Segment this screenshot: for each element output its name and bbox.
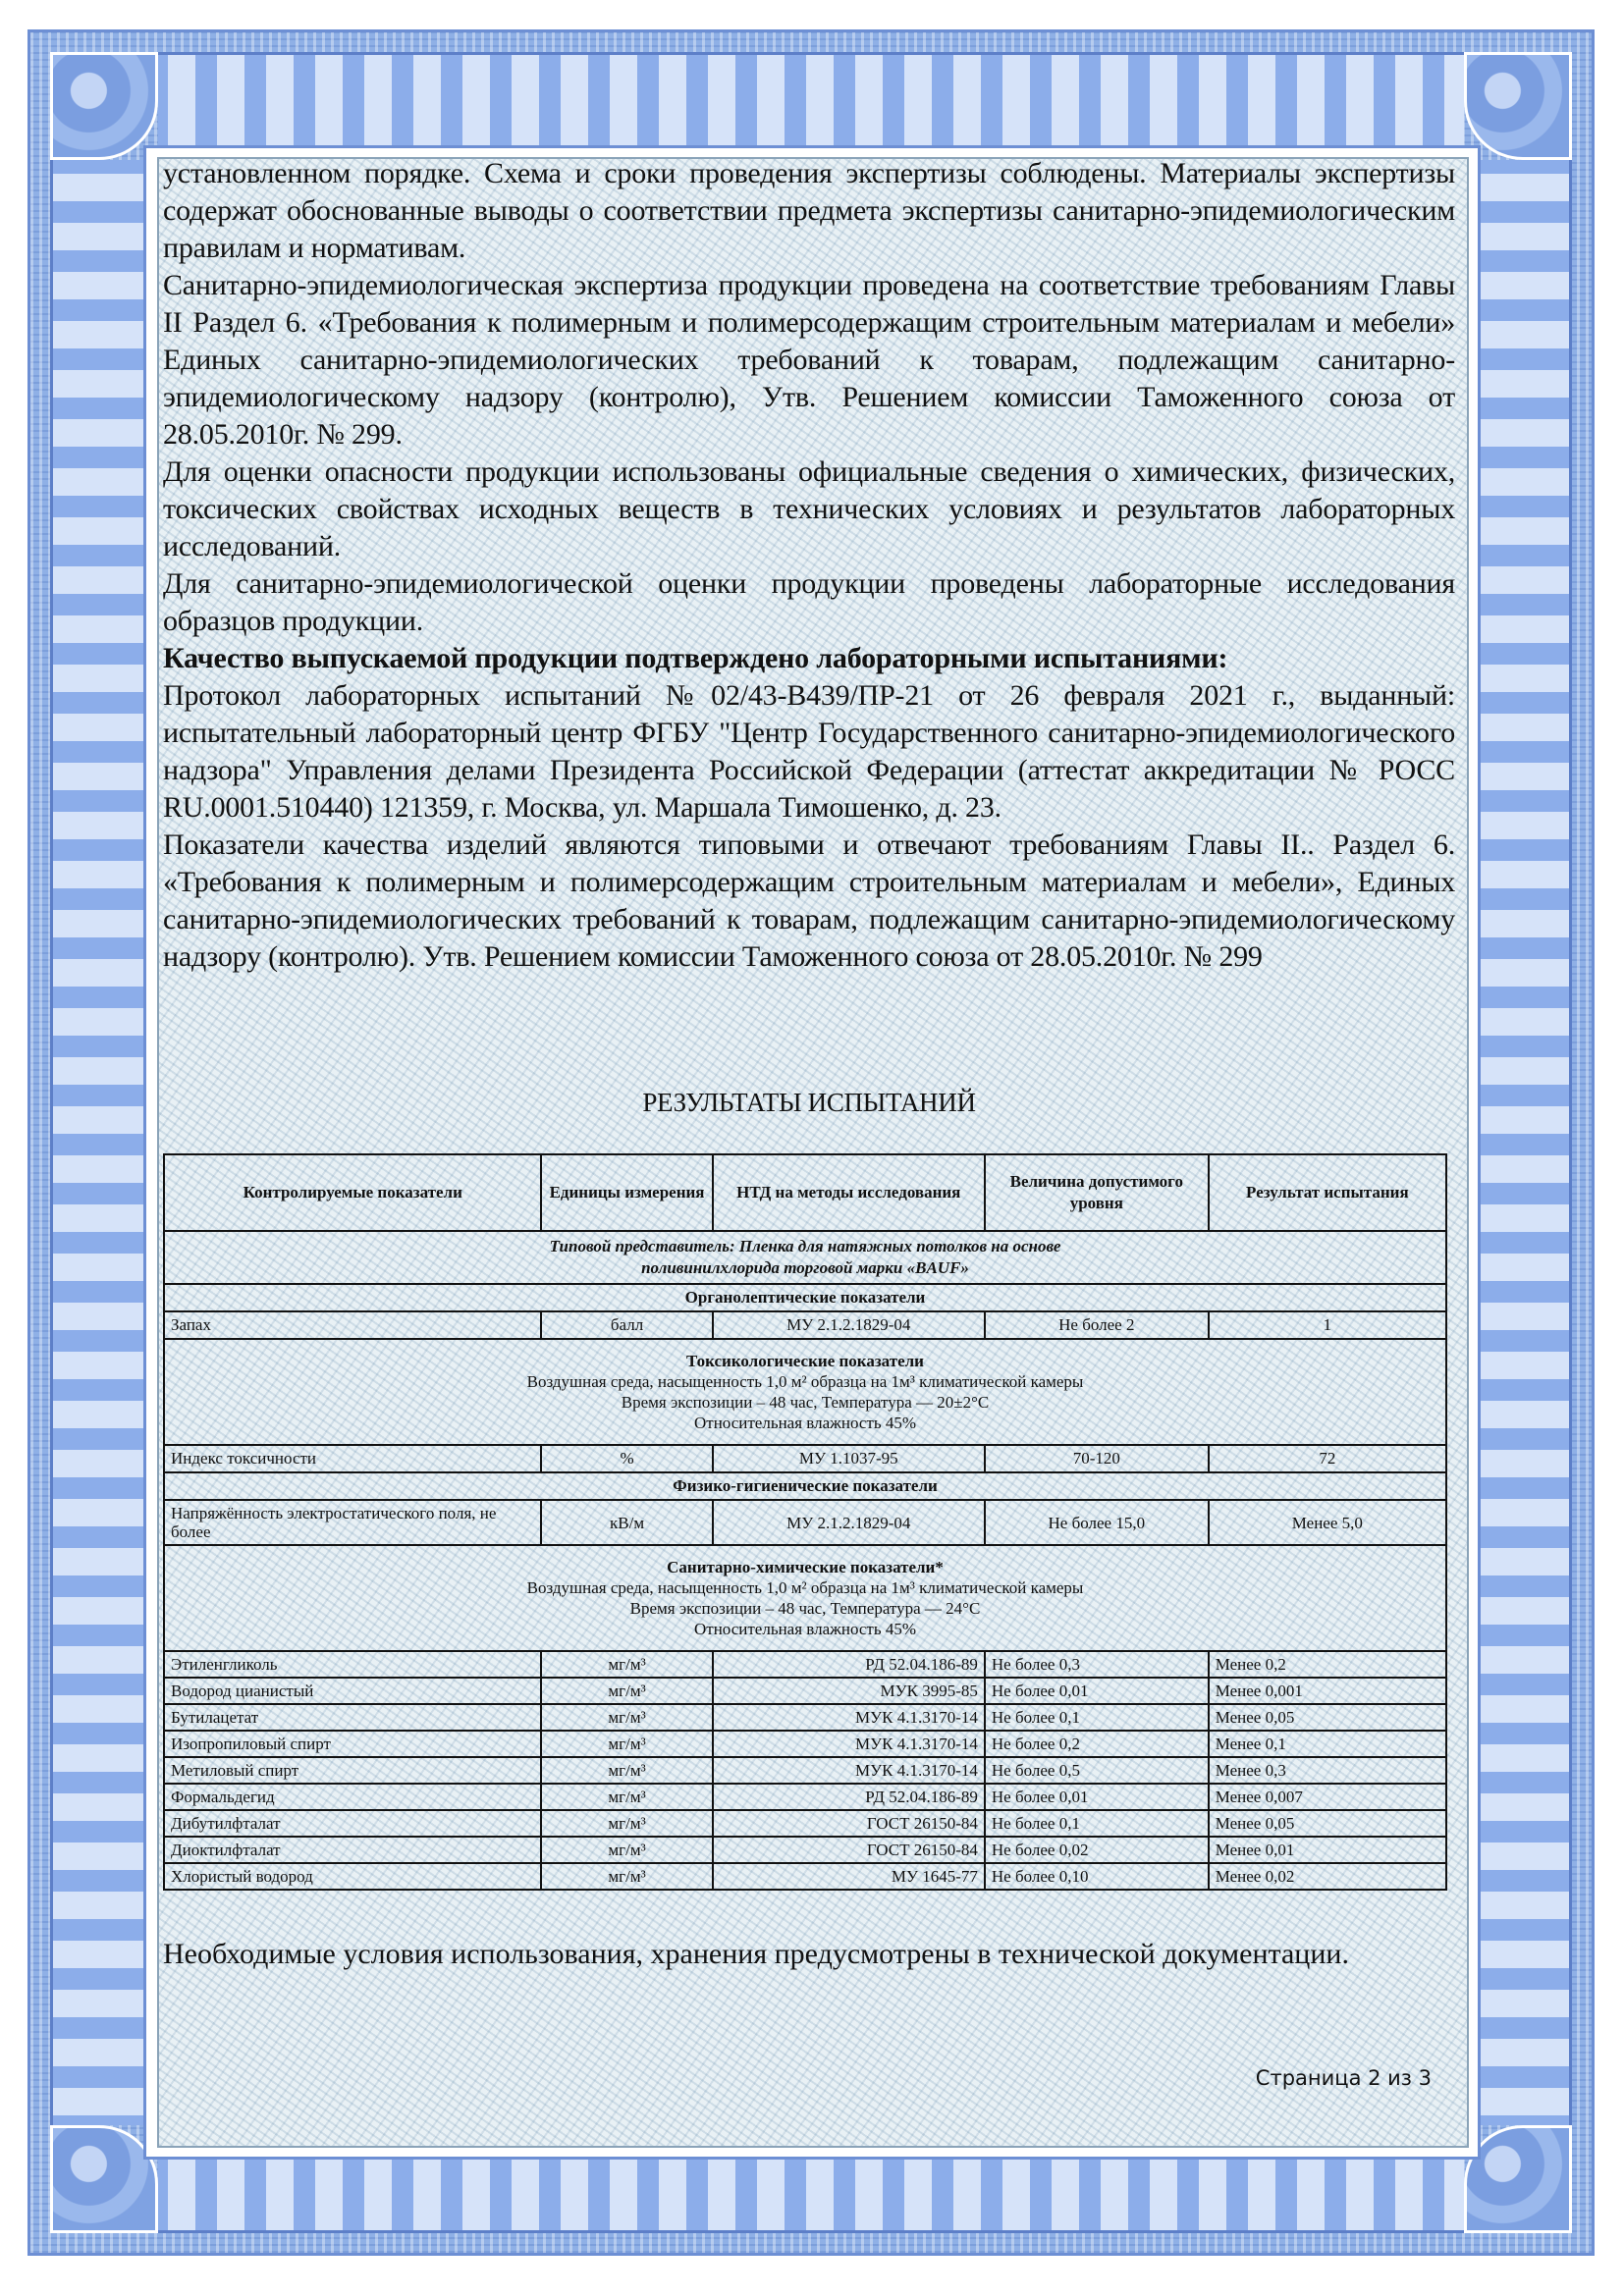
- results-table: [163, 1153, 1447, 1891]
- cell-method: МУ 1.1037-95: [713, 1445, 985, 1472]
- section-condition: Относительная влажность 45%: [693, 1414, 917, 1432]
- cell-method: МУ 2.1.2.1829-04: [713, 1500, 985, 1545]
- quality-heading: Качество выпускаемой продукции подтверждено лабораторными испытаниями:: [163, 642, 1228, 674]
- paragraph-indicators: Показатели качества изделий являются типовыми и отвечают требованиям Главы II.. Раздел 6. «Требования к полимерным и полимерсодержащим строительным материалам и мебели», Единых санитарно-эпидемиологических требований к товарам, подлежащим санитарно-эпидемиологическому надзору (контролю). Утв. Решением комиссии Таможенного союза от 28.05.2010г. № 299: [163, 828, 1455, 973]
- section-condition: Время экспозиции – 48 час, Температура — 24°С: [629, 1599, 981, 1618]
- section-condition: Относительная влажность 45%: [693, 1620, 917, 1638]
- cell-result: 1: [1209, 1311, 1446, 1339]
- results-title: РЕЗУЛЬТАТЫ ИСПЫТАНИЙ: [642, 1088, 976, 1117]
- table-header-row: [164, 1154, 1446, 1231]
- corner-ornament-icon: [1464, 52, 1572, 160]
- table-row: [164, 1704, 1446, 1731]
- cell-unit: балл: [541, 1311, 712, 1339]
- cell-method: ГОСТ 26150-84: [713, 1837, 985, 1863]
- table-row: [164, 1757, 1446, 1784]
- section-title: Физико-гигиенические показатели: [164, 1472, 1446, 1500]
- cell-unit: мг/м³: [541, 1731, 712, 1757]
- cell-limit: Не более 0,1: [985, 1704, 1209, 1731]
- cell-unit: мг/м³: [541, 1837, 712, 1863]
- table-row: [164, 1837, 1446, 1863]
- cell-unit: мг/м³: [541, 1704, 712, 1731]
- cell-unit: мг/м³: [541, 1678, 712, 1704]
- cell-limit: Не более 0,2: [985, 1731, 1209, 1757]
- cell-limit: Не более 0,02: [985, 1837, 1209, 1863]
- cell-result: Менее 0,007: [1209, 1784, 1446, 1810]
- corner-ornament-icon: [50, 52, 158, 160]
- cell-method: РД 52.04.186-89: [713, 1651, 985, 1678]
- cell-method: РД 52.04.186-89: [713, 1784, 985, 1810]
- paragraph-lab-research: Для санитарно-эпидемиологической оценки продукции проведены лабораторные исследования образцов продукции.: [163, 567, 1455, 637]
- cell-indicator: Бутилацетат: [164, 1704, 541, 1731]
- cell-result: Менее 0,001: [1209, 1678, 1446, 1704]
- cell-method: МУ 2.1.2.1829-04: [713, 1311, 985, 1339]
- table-row: [164, 1311, 1446, 1339]
- table-row: [164, 1863, 1446, 1890]
- cell-unit: мг/м³: [541, 1784, 712, 1810]
- cell-unit: мг/м³: [541, 1810, 712, 1837]
- page-number: Страница 2 из 3: [1255, 2066, 1432, 2090]
- section-condition: Время экспозиции – 48 час, Температура — 20±2°С: [621, 1393, 990, 1412]
- table-row: [164, 1445, 1446, 1472]
- border-top-ornament: [158, 52, 1464, 150]
- representative-line: поливинилхлорида торговой марки «BAUF»: [641, 1258, 969, 1277]
- cell-limit: Не более 15,0: [985, 1500, 1209, 1545]
- section-condition: Воздушная среда, насыщенность 1,0 м² образца на 1м³ климатической камеры: [526, 1372, 1084, 1391]
- section-condition: Воздушная среда, насыщенность 1,0 м² образца на 1м³ климатической камеры: [526, 1578, 1084, 1597]
- table-row: [164, 1784, 1446, 1810]
- document-body: [163, 155, 1455, 976]
- section-title: Органолептические показатели: [164, 1284, 1446, 1311]
- cell-result: Менее 0,05: [1209, 1810, 1446, 1837]
- section-row-toxicological: [164, 1339, 1446, 1445]
- cell-unit: мг/м³: [541, 1757, 712, 1784]
- representative-line: Типовой представитель: Пленка для натяжных потолков на основе: [549, 1237, 1061, 1255]
- cell-result: Менее 0,05: [1209, 1704, 1446, 1731]
- cell-result: Менее 0,1: [1209, 1731, 1446, 1757]
- cell-method: МУК 3995-85: [713, 1678, 985, 1704]
- cell-indicator: Запах: [164, 1311, 541, 1339]
- cell-limit: Не более 0,5: [985, 1757, 1209, 1784]
- cell-indicator: Этиленгликоль: [164, 1651, 541, 1678]
- cell-result: Менее 5,0: [1209, 1500, 1446, 1545]
- cell-limit: Не более 0,01: [985, 1784, 1209, 1810]
- cell-method: МУ 1645-77: [713, 1863, 985, 1890]
- header-limit: Величина допустимого уровня: [985, 1154, 1209, 1231]
- table-row: [164, 1651, 1446, 1678]
- cell-indicator: Диоктилфталат: [164, 1837, 541, 1863]
- table-row: [164, 1810, 1446, 1837]
- table-row: [164, 1678, 1446, 1704]
- representative-row: [164, 1231, 1446, 1284]
- paragraph-expertise-requirements: Санитарно-эпидемиологическая экспертиза продукции проведена на соответствие требованиям Главы II Раздел 6. «Требования к полимерным и полимерсодержащим строительным материалам и мебели» Единых санитарно-эпидемиологических требований к товарам, подлежащим санитарно-эпидемиологическому надзору (контролю), Утв. Решением комиссии Таможенного союза от 28.05.2010г. № 299.: [163, 269, 1455, 451]
- cell-limit: Не более 0,3: [985, 1651, 1209, 1678]
- cell-indicator: Дибутилфталат: [164, 1810, 541, 1837]
- paragraph-protocol: Протокол лабораторных испытаний №02/43-В439/ПР-21 от 26 февраля 2021 г., выданный: испытательный лабораторный центр ФГБУ "Центр Государственного санитарно-эпидемиологического надзора" Управления делами Президента Российской Федерации (аттестат аккредитации № РОСС RU.0001.510440) 121359, г. Москва, ул. Маршала Тимошенко, д. 23.: [163, 679, 1455, 824]
- cell-limit: Не более 0,1: [985, 1810, 1209, 1837]
- cell-indicator: Хлористый водород: [164, 1863, 541, 1890]
- cell-indicator: Формальдегид: [164, 1784, 541, 1810]
- border-left-ornament: [50, 160, 148, 2125]
- section-title: Токсикологические показатели: [686, 1352, 924, 1370]
- cell-limit: Не более 0,01: [985, 1678, 1209, 1704]
- header-method: НТД на методы исследования: [713, 1154, 985, 1231]
- cell-indicator: Метиловый спирт: [164, 1757, 541, 1784]
- cell-method: МУК 4.1.3170-14: [713, 1757, 985, 1784]
- cell-indicator: Индекс токсичности: [164, 1445, 541, 1472]
- header-unit: Единицы измерения: [541, 1154, 712, 1231]
- cell-unit: кВ/м: [541, 1500, 712, 1545]
- cell-unit: %: [541, 1445, 712, 1472]
- section-row-sanitary-chemical: [164, 1545, 1446, 1651]
- paragraph-hazard-assessment: Для оценки опасности продукции использованы официальные сведения о химических, физических, токсических свойствах исходных веществ в технических условиях и результатов лабораторных исследований.: [163, 455, 1455, 562]
- representative-cell: [164, 1231, 1446, 1284]
- cell-result: Менее 0,2: [1209, 1651, 1446, 1678]
- cell-result: Менее 0,3: [1209, 1757, 1446, 1784]
- cell-indicator: Напряжённость электростатического поля, не более: [164, 1500, 541, 1545]
- section-row-physical-hygienic: [164, 1472, 1446, 1500]
- border-right-ornament: [1474, 160, 1572, 2125]
- cell-unit: мг/м³: [541, 1651, 712, 1678]
- cell-indicator: Водород цианистый: [164, 1678, 541, 1704]
- section-row-organoleptic: [164, 1284, 1446, 1311]
- section-cell: [164, 1339, 1446, 1445]
- cell-result: Менее 0,02: [1209, 1863, 1446, 1890]
- cell-limit: Не более 2: [985, 1311, 1209, 1339]
- table-row: [164, 1500, 1446, 1545]
- section-title: Санитарно-химические показатели*: [667, 1558, 944, 1576]
- cell-result: 72: [1209, 1445, 1446, 1472]
- cell-result: Менее 0,01: [1209, 1837, 1446, 1863]
- cell-limit: 70-120: [985, 1445, 1209, 1472]
- paragraph-expertise-procedure: установленном порядке. Схема и сроки проведения экспертизы соблюдены. Материалы экспертизы содержат обоснованные выводы о соответствии предмета экспертизы санитарно-эпидемиологическим правилам и нормативам.: [163, 157, 1455, 264]
- cell-indicator: Изопропиловый спирт: [164, 1731, 541, 1757]
- paragraph-closing: Необходимые условия использования, хранения предусмотрены в технической документации.: [163, 1938, 1349, 1970]
- cell-unit: мг/м³: [541, 1863, 712, 1890]
- cell-method: ГОСТ 26150-84: [713, 1810, 985, 1837]
- header-result: Результат испытания: [1209, 1154, 1446, 1231]
- header-indicator: Контролируемые показатели: [164, 1154, 541, 1231]
- section-cell: [164, 1545, 1446, 1651]
- cell-limit: Не более 0,10: [985, 1863, 1209, 1890]
- corner-ornament-icon: [50, 2125, 158, 2233]
- table-row: [164, 1731, 1446, 1757]
- cell-method: МУК 4.1.3170-14: [713, 1704, 985, 1731]
- cell-method: МУК 4.1.3170-14: [713, 1731, 985, 1757]
